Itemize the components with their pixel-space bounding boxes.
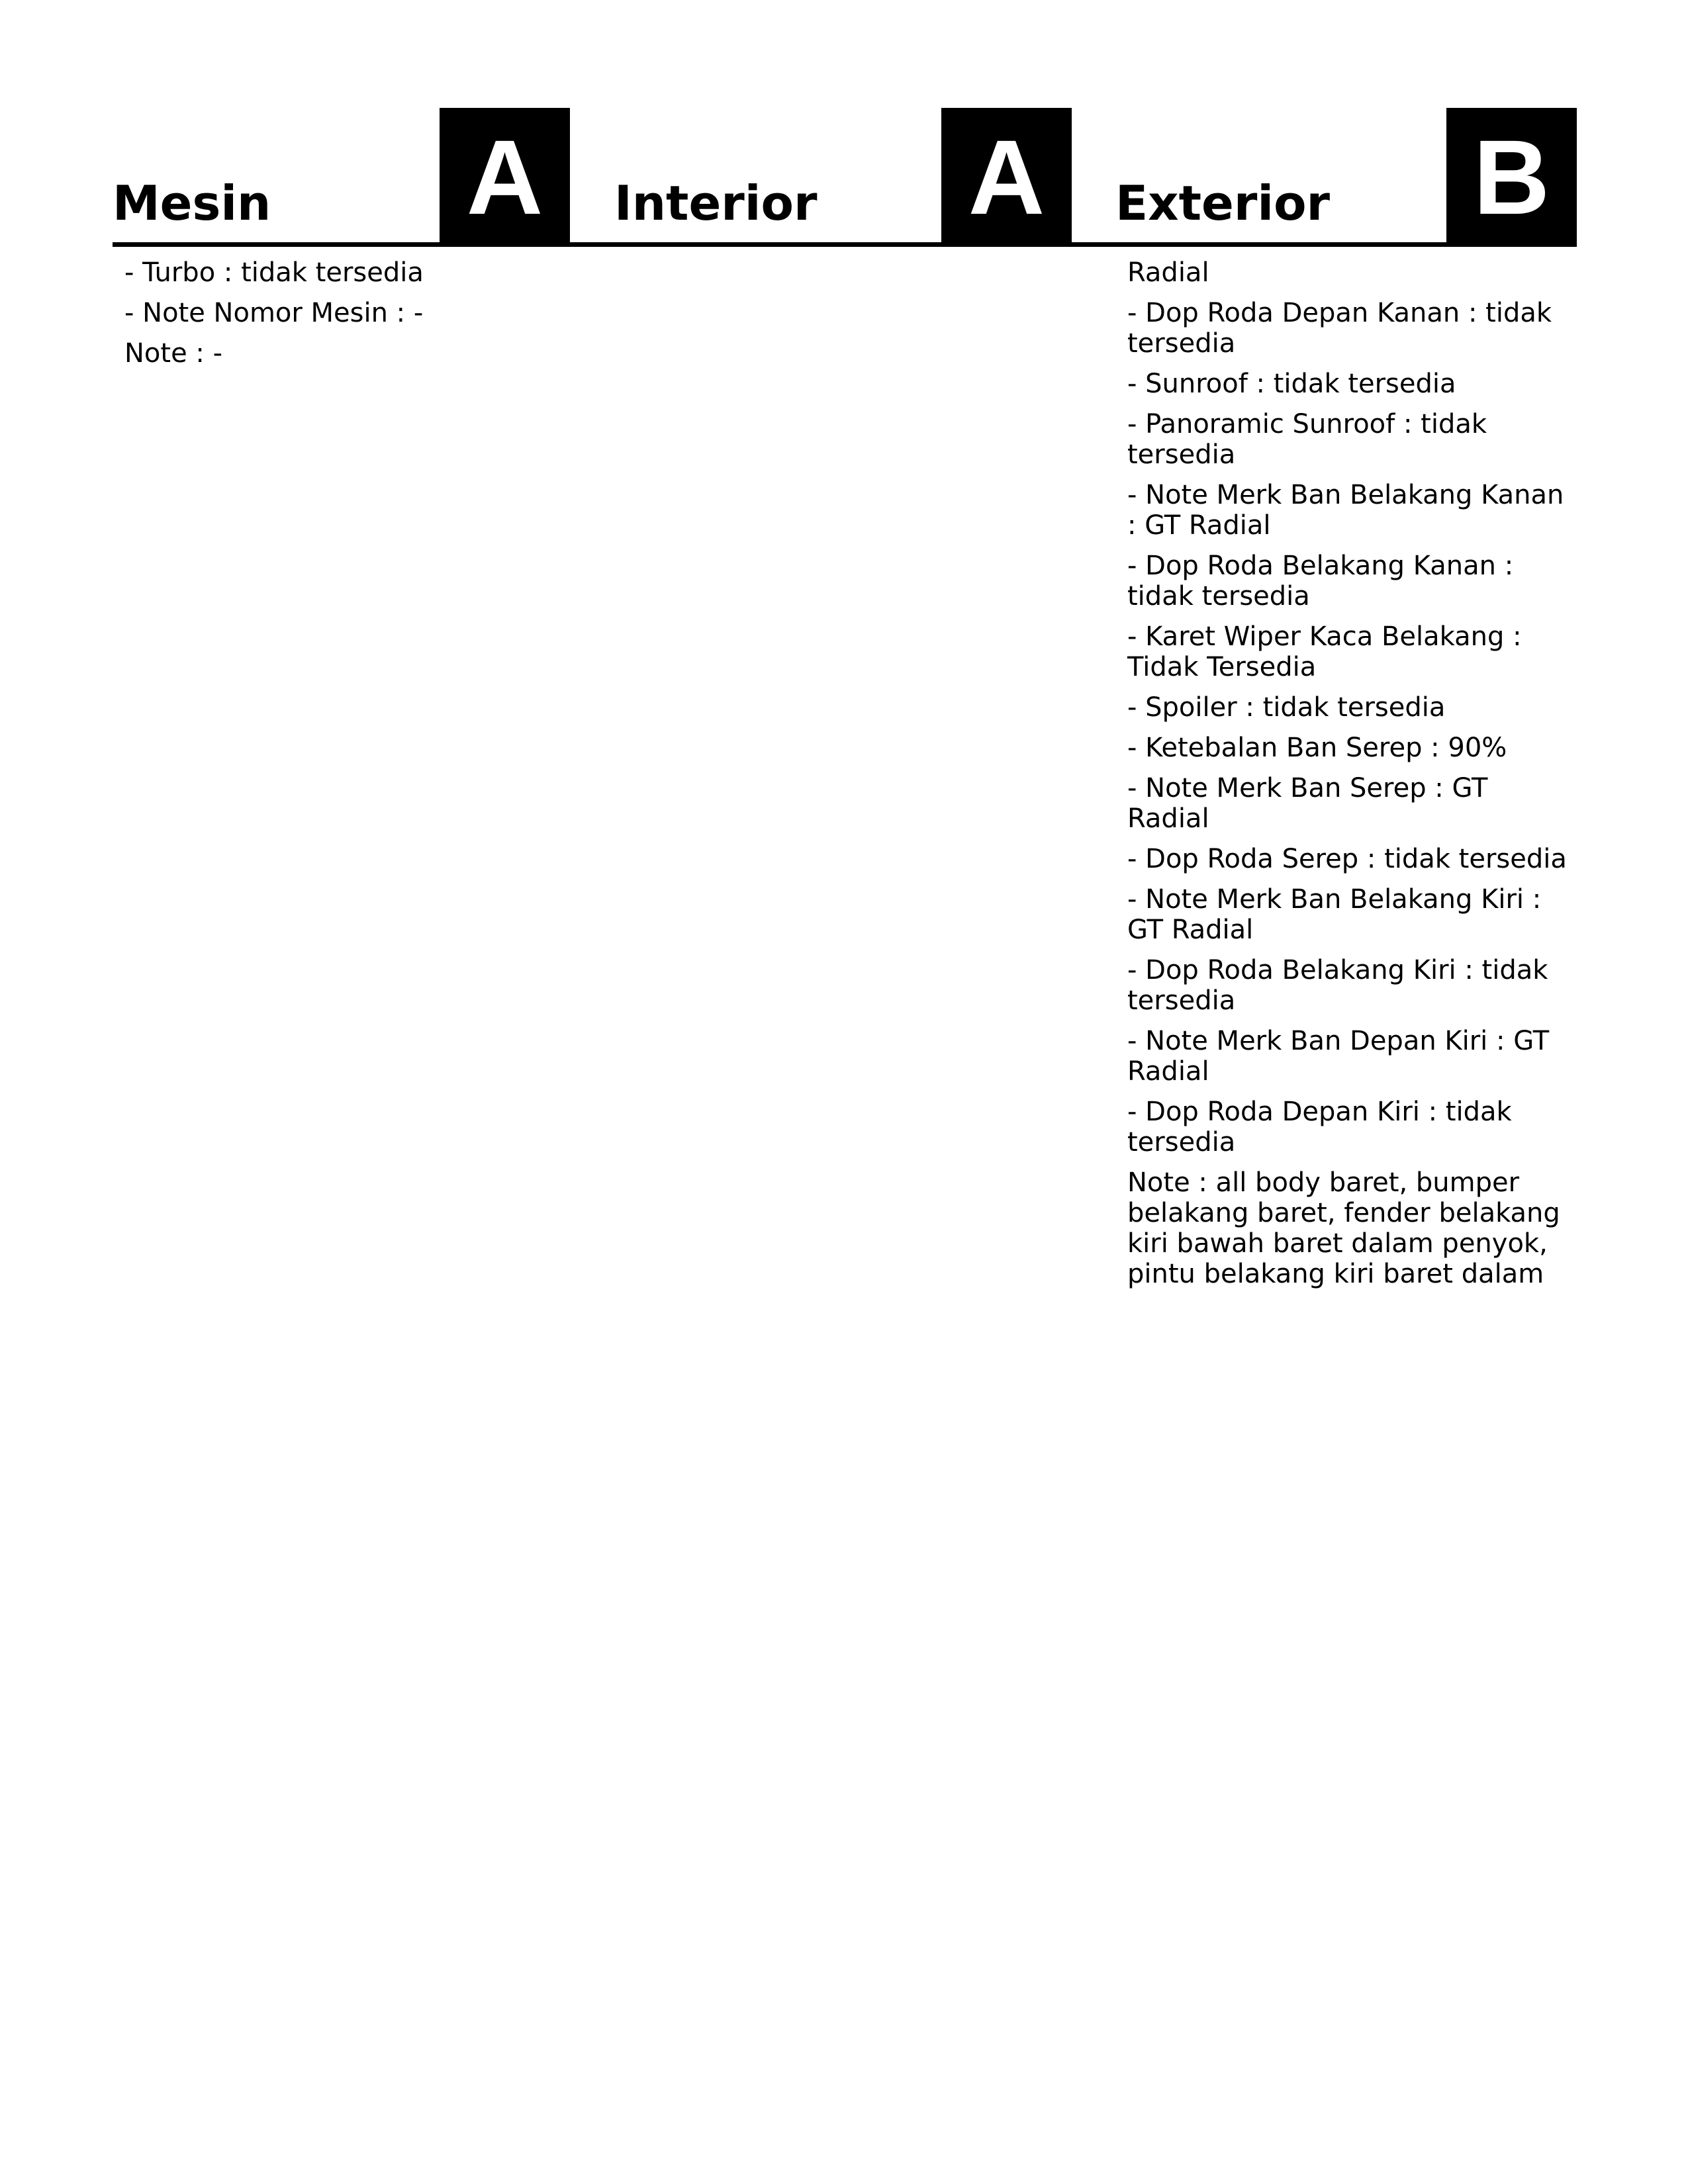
list-item: Note : all body baret, bumper belakang baret, fender belakang kiri bawah baret dalam penyok, pintu belakang kiri baret dalam <box>1127 1167 1560 1289</box>
list-item: - Spoiler : tidak tersedia <box>1127 692 1446 723</box>
list-item: - Karet Wiper Kaca Belakang : Tidak Tersedia <box>1127 621 1522 682</box>
header-divider <box>113 242 1575 247</box>
grade-badge-exterior: B <box>1446 108 1577 247</box>
list-item: - Dop Roda Serep : tidak tersedia <box>1127 844 1567 874</box>
item-list-exterior <box>1127 257 1574 1299</box>
list-item: - Ketebalan Ban Serep : 90% <box>1127 733 1507 763</box>
section-title-exterior: Exterior <box>1115 175 1331 231</box>
list-item: - Note Merk Ban Serep : GT Radial <box>1127 773 1488 834</box>
list-item: - Note Nomor Mesin : - <box>124 298 424 328</box>
list-item: - Dop Roda Depan Kanan : tidak tersedia <box>1127 298 1552 359</box>
list-item: - Note Merk Ban Belakang Kiri : GT Radial <box>1127 884 1542 945</box>
list-item: - Dop Roda Belakang Kanan : tidak tersedia <box>1127 551 1514 612</box>
grade-badge-mesin: A <box>440 108 570 247</box>
list-item: - Sunroof : tidak tersedia <box>1127 369 1456 399</box>
section-title-interior: Interior <box>614 175 818 231</box>
list-item: - Dop Roda Depan Kiri : tidak tersedia <box>1127 1097 1512 1158</box>
list-item: Note : - <box>124 338 223 369</box>
list-item: - Note Merk Ban Belakang Kanan : GT Radial <box>1127 480 1564 541</box>
list-item: - Dop Roda Belakang Kiri : tidak tersedia <box>1127 955 1548 1016</box>
list-item: - Panoramic Sunroof : tidak tersedia <box>1127 409 1487 470</box>
list-item: - Note Merk Ban Depan Kiri : GT Radial <box>1127 1026 1550 1087</box>
item-list-mesin <box>124 257 424 379</box>
grade-badge-interior: A <box>941 108 1072 247</box>
section-title-mesin: Mesin <box>113 175 271 231</box>
list-item: - Turbo : tidak tersedia <box>124 257 424 288</box>
list-item: Radial <box>1127 257 1209 288</box>
